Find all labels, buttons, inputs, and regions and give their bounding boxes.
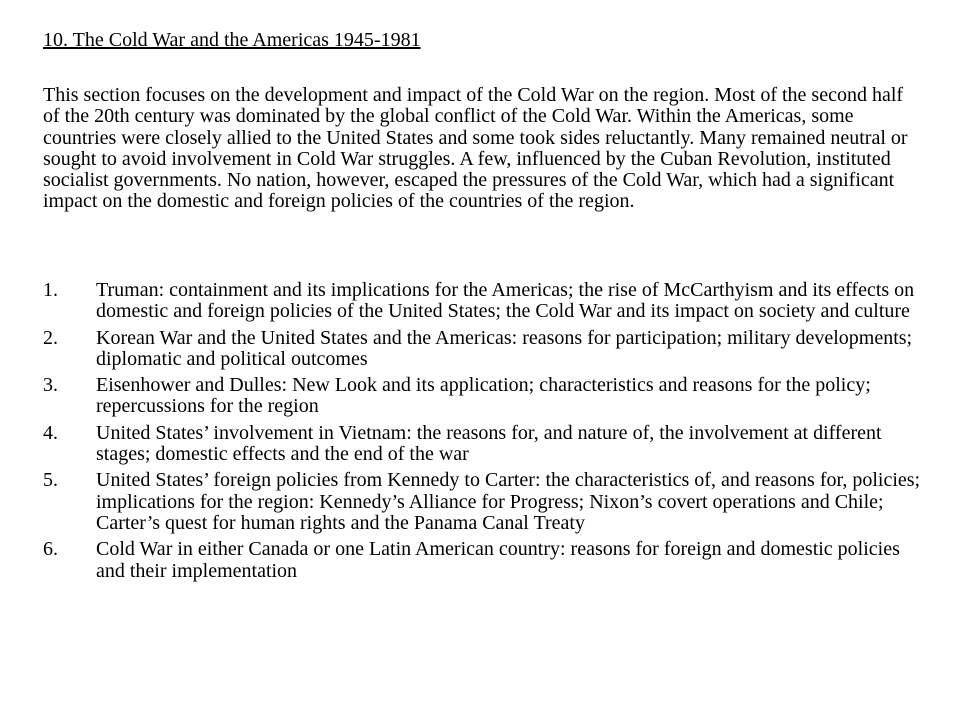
list-item: [43, 328, 923, 371]
section-title: 10. The Cold War and the Americas 1945-1981: [43, 29, 421, 51]
topic-number: 6.: [43, 538, 58, 561]
topic-text: United States’ foreign policies from Kennedy to Carter: the characteristics of, and reasons for, policies; implications for the region: Kennedy’s Alliance for Progress; Nixon’s covert operations and Chile; Carter’s quest for human rights and the Panama Canal Treaty: [96, 469, 921, 534]
topic-number: 1.: [43, 279, 58, 301]
topic-text: Eisenhower and Dulles: New Look and its application; characteristics and reasons for the policy; repercussions for the region: [96, 374, 871, 418]
topic-number: 5.: [43, 469, 58, 492]
topic-number: 4.: [43, 421, 58, 444]
topic-number: 2.: [43, 326, 58, 349]
list-item: [43, 375, 923, 418]
topic-text: Cold War in either Canada or one Latin American country: reasons for foreign and domestic policies and their implementation: [96, 538, 900, 582]
topic-list: [43, 280, 923, 587]
section-intro: This section focuses on the development and impact of the Cold War on the region. Most of the second half of the 20th century was dominated by the global conflict of the Cold War. Within the Americas, some countries were closely allied to the United States and some took sides reluctantly. Many remained neutral or sought to avoid involvement in Cold War struggles. A few, influenced by the Cuban Revolution, instituted socialist governments. No nation, however, escaped the pressures of the Cold War, which had a significant impact on the domestic and foreign policies of the countries of the region.: [43, 84, 908, 213]
topic-text: Korean War and the United States and the Americas: reasons for participation; military developments; diplomatic and political outcomes: [96, 326, 913, 370]
list-item: [43, 280, 923, 323]
list-item: [43, 470, 923, 534]
list-item: [43, 539, 923, 582]
list-item: [43, 423, 923, 466]
topic-number: 3.: [43, 374, 58, 397]
topic-text: United States’ involvement in Vietnam: the reasons for, and nature of, the involvement at different stages; domestic effects and the end of the war: [96, 421, 882, 466]
topic-text: Truman: containment and its implications for the Americas; the rise of McCarthyism and its effects on domestic and foreign policies of the United States; the Cold War and its impact on society and culture: [96, 279, 915, 323]
